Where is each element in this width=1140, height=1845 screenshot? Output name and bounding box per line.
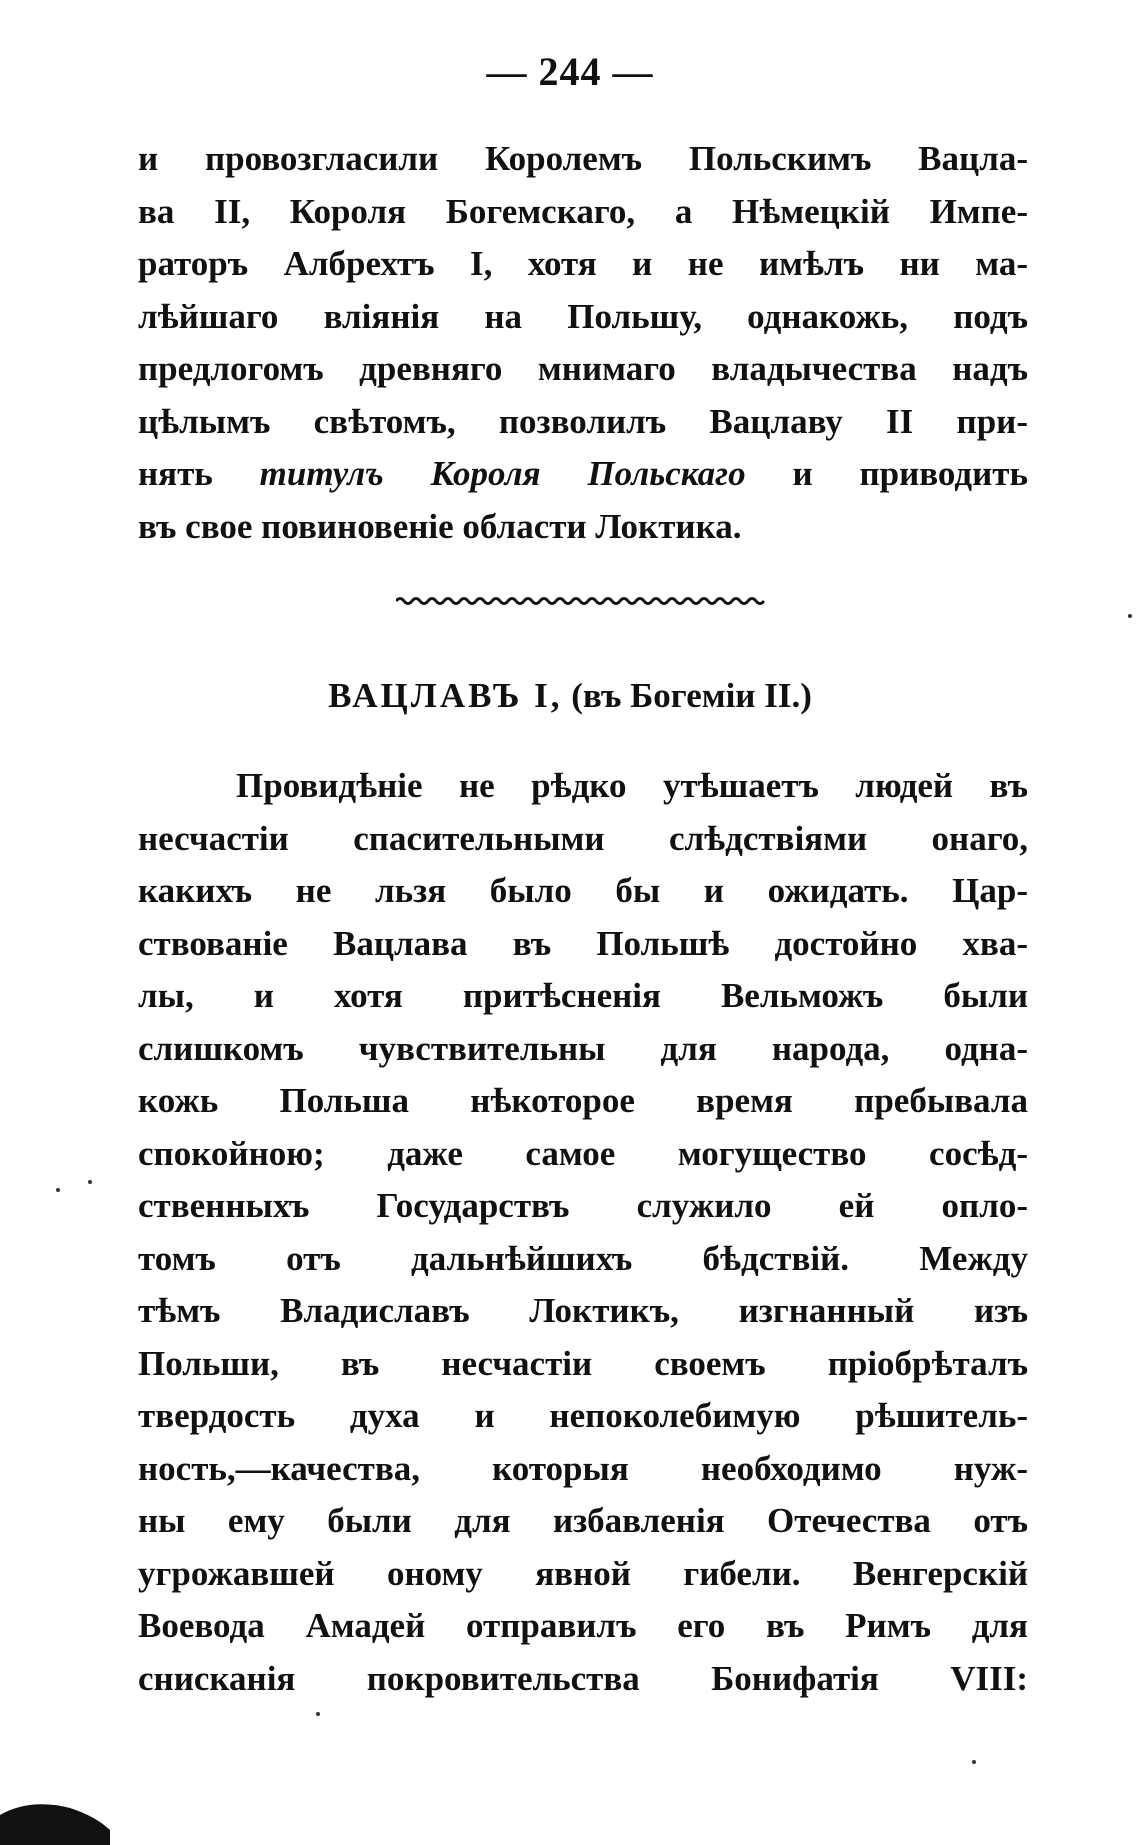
text-line: снисканія покровительства Бонифатія VIII: (138, 1658, 1028, 1698)
page-number: — 244 — (486, 49, 654, 94)
text-line: ва II, Короля Богемскаго, а Нѣмецкій Импе- (138, 191, 1028, 231)
text-line: и провозгласили Королемъ Польскимъ Вацла- (138, 139, 1028, 178)
text-line: несчастіи спасительными слѣдствіями онаго, (138, 818, 1028, 858)
text-line: въ свое повиновеніе области Локтика. (138, 506, 742, 546)
text-line: раторъ Албрехтъ I, хотя и не имѣлъ ни ма- (138, 244, 1028, 283)
italic-title-phrase: титулъ Короля Польскаго (259, 454, 746, 493)
text-line: слишкомъ чувствительны для народа, одна- (138, 1028, 1028, 1068)
text-line: Воевода Амадей отправилъ его въ Римъ для (138, 1606, 1028, 1645)
section-heading (0, 676, 1140, 716)
ornamental-divider (396, 596, 766, 606)
ink-blot (0, 1790, 110, 1845)
text-line: угрожавшей оному явной гибели. Венгерскій (138, 1553, 1028, 1593)
text-line: ственныхъ Государствъ служило ей опло- (138, 1186, 1028, 1225)
text-line: лы, и хотя притѣсненія Вельможъ были (138, 976, 1028, 1015)
text-segment: и приводить (745, 454, 1028, 493)
paragraph-continued (138, 133, 1028, 553)
text-line: ность,—качества, которыя необходимо нуж- (138, 1448, 1028, 1488)
text-line: ствованіе Вацлава въ Польшѣ достойно хва- (138, 923, 1028, 963)
ink-speck (88, 1180, 92, 1184)
text-line: кожь Польша нѣкоторое время пребывала (138, 1081, 1028, 1120)
text-line: какихъ не льзя было бы и ожидать. Цар- (138, 871, 1028, 910)
text-line: Польши, въ несчастіи своемъ пріобрѣталъ (138, 1343, 1028, 1383)
ink-speck (56, 1188, 60, 1192)
text-segment: нять (138, 454, 260, 493)
text-line: ны ему были для избавленія Отечества отъ (138, 1501, 1028, 1540)
text-line: цѣлымъ свѣтомъ, позволилъ Вацлаву II при- (138, 401, 1028, 441)
text-line: томъ отъ дальнѣйшихъ бѣдствій. Между (138, 1238, 1028, 1278)
text-line: тѣмъ Владиславъ Локтикъ, изгнанный изъ (138, 1291, 1028, 1330)
ink-speck (316, 1712, 320, 1716)
paragraph-main (138, 760, 1028, 1705)
ink-speck (1128, 614, 1132, 618)
text-line (138, 448, 1028, 501)
text-line: твердость духа и непоколебимую рѣшитель- (138, 1396, 1028, 1435)
text-line: лѣйшаго вліянія на Польшу, однакожь, подъ (138, 296, 1028, 336)
text-line: предлогомъ древняго мнимаго владычества надъ (138, 349, 1028, 388)
section-heading-note: (въ Богеміи II.) (571, 676, 812, 715)
text-line: спокойною; даже самое могущество сосѣд- (138, 1133, 1028, 1173)
section-heading-name: ВАЦЛАВЪ I, (328, 676, 563, 715)
text-line: Провидѣніе не рѣдко утѣшаетъ людей въ (236, 766, 1028, 805)
ink-speck (972, 1760, 976, 1764)
